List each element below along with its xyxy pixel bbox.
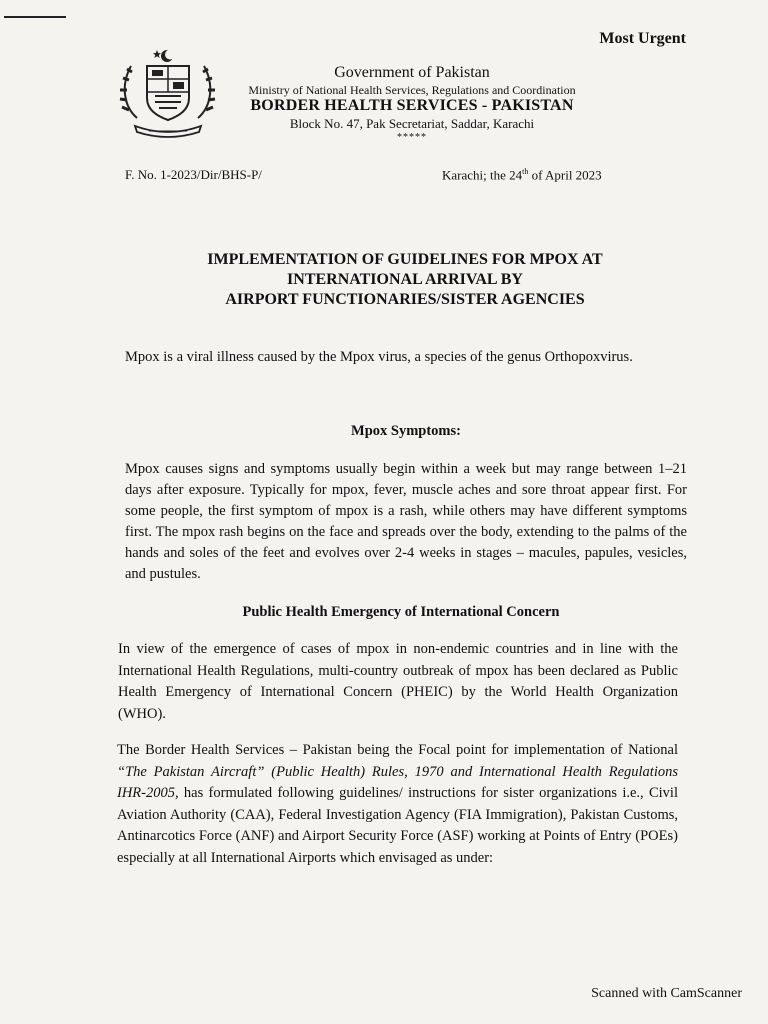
title-line-3: AIRPORT FUNCTIONARIES/SISTER AGENCIES <box>225 291 585 308</box>
intro-paragraph: Mpox is a viral illness caused by the Mpox virus, a species of the genus Orthopoxvirus. <box>125 349 633 365</box>
title-line-1: IMPLEMENTATION OF GUIDELINES FOR MPOX AT <box>207 251 603 268</box>
letterhead-government: Government of Pakistan <box>334 64 490 81</box>
pheic-heading: Public Health Emergency of International Concern <box>242 604 560 620</box>
priority-label: Most Urgent <box>599 30 686 47</box>
state-emblem-icon <box>115 46 220 138</box>
letter-date <box>442 167 602 183</box>
camscanner-watermark: Scanned with CamScanner <box>591 986 742 1001</box>
pheic-paragraph: In view of the emergence of cases of mpox in non-endemic countries and in line with the International Health Regulations, multi-country outbreak of mpox has been declared as Public Health Emergency of International Concern (PHEIC) by the World Health Organization (WHO). <box>118 641 678 722</box>
letterhead-ministry: Ministry of National Health Services, Regulations and Coordination <box>248 83 576 97</box>
letterhead-department: BORDER HEALTH SERVICES - PAKISTAN <box>250 97 574 114</box>
bhs-paragraph <box>117 740 678 869</box>
symptoms-paragraph: Mpox causes signs and symptoms usually begin within a week but may range between 1–21 days after exposure. Typically for mpox, fever, muscle aches and sore throat appear first. For some people, the first symptom of mpox is a rash, while others may have different symptoms first. The mpox rash begins on the face and spreads over the body, extending to the palms of the hands and soles of the feet and evolves over 2-4 weeks in stages – macules, papules, vesicles, and pustules. <box>125 461 687 582</box>
file-number: F. No. 1-2023/Dir/BHS-P/ <box>125 167 262 182</box>
bhs-paragraph-part1: The Border Health Services – Pakistan being the Focal point for implementation of National <box>117 742 678 758</box>
bhs-paragraph-rules: “The Pakistan Aircraft” (Public Health) Rules, 1970 and International Health Regulations IHR-2005, <box>117 763 678 801</box>
document-title <box>120 250 690 310</box>
date-prefix: Karachi; the 24 <box>442 167 523 183</box>
date-ordinal: th <box>522 167 529 176</box>
symptoms-heading: Mpox Symptoms: <box>351 423 461 439</box>
corner-scan-mark <box>4 12 66 18</box>
title-line-2: INTERNATIONAL ARRIVAL BY <box>287 271 523 288</box>
date-rest: of April 2023 <box>528 167 602 183</box>
bhs-paragraph-part2: has formulated following guidelines/ instructions for sister organizations i.e., Civil Aviation Authority (CAA), Federal Investigation Agency (FIA Immigration), Pakistan Customs, Antinarcotics Force (ANF) and Airport Security Force (ASF) working at Points of Entry (POEs) especially at all International Airports which envisaged as under: <box>117 785 678 866</box>
letterhead-separator: ***** <box>397 132 427 143</box>
letterhead-address: Block No. 47, Pak Secretariat, Saddar, Karachi <box>289 116 535 131</box>
